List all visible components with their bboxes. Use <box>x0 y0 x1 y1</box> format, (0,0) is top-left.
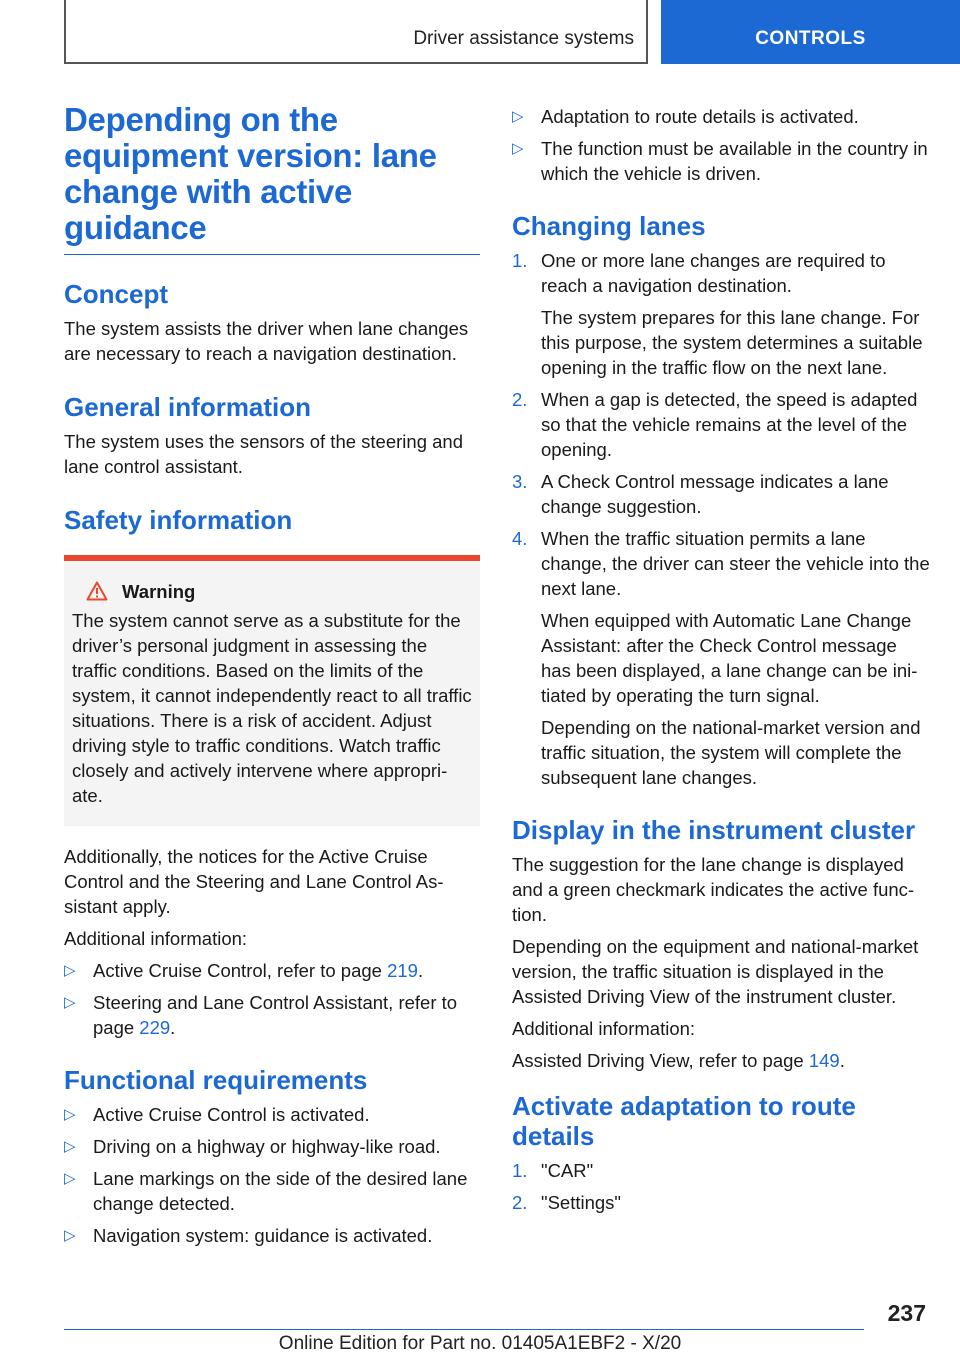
step-subtext: The system prepares for this lane change. For this purpose, the system determines a suitable opening in the traffic flow on the next lane. <box>541 307 923 378</box>
functional-requirements-heading: Functional requirements <box>64 1065 368 1095</box>
list-item <box>64 1223 480 1248</box>
warning-title: Warning <box>122 581 196 602</box>
warning-box <box>64 555 480 826</box>
reference-tail: . <box>417 960 424 981</box>
header-chapter-tab-label: CONTROLS <box>755 28 866 49</box>
step-text: When the traffic situation permits a lane change, the driver can steer the vehicle into the next lane. <box>541 528 930 599</box>
changing-lanes-heading: Changing lanes <box>512 211 706 241</box>
warning-text: The system cannot serve as a substitute for the driver’s personal judgment in assessing the traffic conditions. Based on the limits of the system, it cannot independently react to all traffic situations. There is a risk of accident. Adjust driving style to traffic conditions. Watch traffic closely and actively intervene where appropriate. <box>72 610 472 806</box>
triangle-bullet-icon: ▷ <box>64 1170 76 1187</box>
warning-title-row <box>72 579 472 604</box>
step-text: One or more lane changes are required to reach a navigation destination. <box>541 250 886 296</box>
step-text: "Settings" <box>541 1192 621 1213</box>
footer-rule <box>64 1329 864 1330</box>
requirement-text: Navigation system: guidance is activated. <box>93 1225 433 1246</box>
page-link-219[interactable]: 219 <box>387 960 418 981</box>
list-item <box>64 958 480 983</box>
triangle-bullet-icon: ▷ <box>64 1106 76 1123</box>
reference-tail: . <box>839 1050 845 1071</box>
page-link-149[interactable]: 149 <box>808 1050 840 1071</box>
display-instrument-cluster-heading: Display in the instrument cluster <box>512 815 916 845</box>
requirements-list <box>64 1102 480 1248</box>
notices-text: Additionally, the notices for the Active Cruise Control and the Steering and Lane Control Assistant apply. <box>64 846 444 917</box>
display-text-2: Depending on the equipment and national-market version, the traffic situation is displayed in the Assisted Driving View of the instrument cluster. <box>512 936 919 1007</box>
list-item <box>512 469 930 519</box>
triangle-bullet-icon: ▷ <box>512 108 524 125</box>
concept-text: The system assists the driver when lane changes are necessary to reach a navigation destination. <box>64 318 469 364</box>
requirement-text: Adaptation to route details is activated. <box>541 106 859 127</box>
safety-information-heading: Safety information <box>64 505 293 535</box>
list-item <box>512 1158 930 1183</box>
page-link-229[interactable]: 229 <box>139 1017 171 1038</box>
right-column <box>512 104 930 1222</box>
page-number: 237 <box>887 1300 926 1326</box>
triangle-bullet-icon: ▷ <box>64 1227 76 1244</box>
activate-adaptation-steps <box>512 1158 930 1215</box>
step-subtext: When equipped with Automatic Lane Change Assistant: after the Check Control message has been displayed, a lane change can be initiated by operating the turn signal. <box>541 610 918 706</box>
requirements-list-continued <box>512 104 930 186</box>
concept-heading: Concept <box>64 279 168 309</box>
step-number: 3. <box>512 471 528 492</box>
requirement-text: Driving on a highway or highway-like road. <box>93 1136 441 1157</box>
step-number: 4. <box>512 528 528 549</box>
chapter-title-rule <box>64 254 480 255</box>
reference-tail: . <box>170 1017 176 1038</box>
list-item <box>64 1102 480 1127</box>
list-item <box>64 1134 480 1159</box>
changing-lanes-steps <box>512 248 930 790</box>
activate-adaptation-heading: Activate adaptation to route details <box>512 1091 856 1151</box>
left-column <box>64 102 480 1255</box>
triangle-bullet-icon: ▷ <box>64 962 76 979</box>
requirement-text: Active Cruise Control is activated. <box>93 1104 370 1125</box>
step-number: 2. <box>512 1192 528 1213</box>
header-section-title: Driver assistance systems <box>413 28 634 49</box>
step-text: A Check Control message indicates a lane change suggestion. <box>541 471 889 517</box>
assisted-driving-reference <box>512 1048 930 1073</box>
reference-text: Active Cruise Control, refer to page <box>93 960 388 981</box>
chapter-title: Depending on the equipment version: lane change with active guidance <box>64 101 437 246</box>
warning-triangle-icon <box>86 581 108 601</box>
step-number: 2. <box>512 389 528 410</box>
list-item <box>512 104 930 129</box>
step-text: When a gap is detected, the speed is adapted so that the vehicle remains at the level of the opening. <box>541 389 918 460</box>
list-item <box>512 136 930 186</box>
step-text: "CAR" <box>541 1160 594 1181</box>
step-number: 1. <box>512 1160 528 1181</box>
triangle-bullet-icon: ▷ <box>64 1138 76 1155</box>
additional-information-label: Additional information: <box>64 928 248 949</box>
reference-text: Assisted Driving View, refer to page <box>512 1050 809 1071</box>
requirement-text: The function must be available in the country in which the vehicle is driven. <box>541 138 928 184</box>
step-number: 1. <box>512 250 528 271</box>
header-section-box <box>64 0 648 64</box>
list-item <box>64 990 480 1040</box>
footer <box>0 1333 960 1355</box>
display-text-1: The suggestion for the lane change is displayed and a green checkmark indicates the active function. <box>512 854 915 925</box>
footer-edition: Online Edition for Part no. 01405A1EBF2 - X/20 <box>278 1333 682 1354</box>
reference-text: Steering and Lane Control Assistant, refer to page <box>93 992 458 1038</box>
triangle-bullet-icon: ▷ <box>512 140 524 157</box>
list-item <box>512 526 930 790</box>
list-item <box>512 1190 930 1215</box>
reference-list <box>64 958 480 1040</box>
header-chapter-tab[interactable] <box>661 0 960 64</box>
list-item <box>512 248 930 380</box>
step-subtext: Depending on the national-market version and traffic situation, the system will complete the subsequent lane changes. <box>541 717 921 788</box>
general-information-heading: General information <box>64 392 312 422</box>
requirement-text: Lane markings on the side of the desired lane change detected. <box>93 1168 468 1214</box>
list-item <box>512 387 930 462</box>
triangle-bullet-icon: ▷ <box>64 994 76 1011</box>
list-item <box>64 1166 480 1216</box>
additional-information-label: Additional information: <box>512 1018 696 1039</box>
general-information-text: The system uses the sensors of the steering and lane control assistant. <box>64 431 463 477</box>
